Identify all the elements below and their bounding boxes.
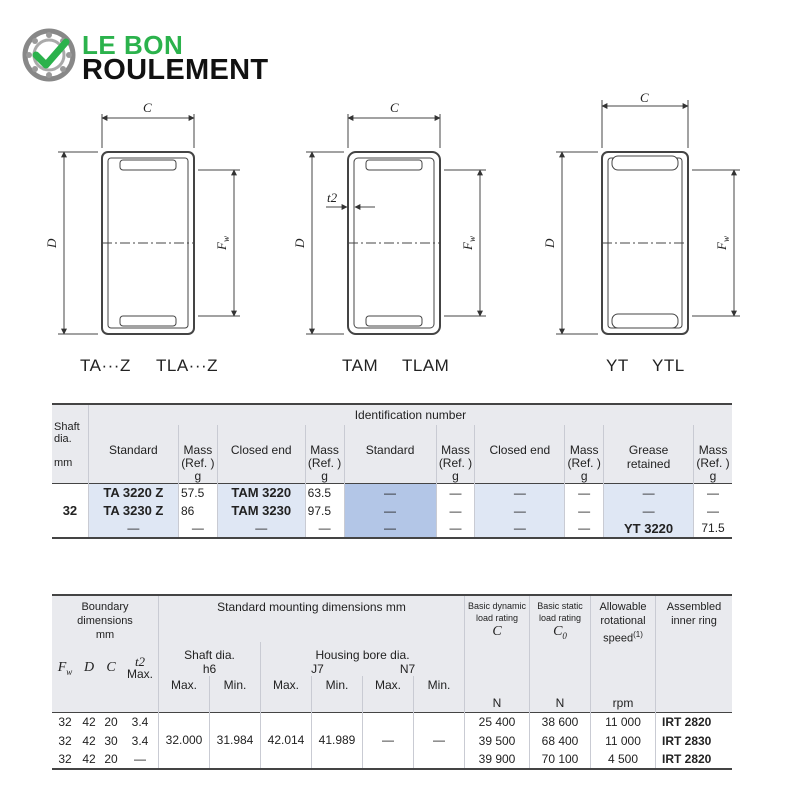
boundary-header: Boundary dimensions mm bbox=[77, 601, 133, 641]
dim-d-1: D bbox=[44, 238, 59, 248]
dimensions-table: Boundary dimensions mm Standard mounting dimensions mm Basic dynamic load rating C Basic static load rating $C_0$ Allowable rotational speed$^{(1)}$ Assembled inner ring $F_w$ D C t2 Max. Shaft dia. h6 Housing bore dia. J7 N7 Max. Min. Max. Min. Max. Min. N N rpm 32 42 20 3.4 32.000 31.984 42.014 41.989 — — 25 400 38 600 11 000 IRT 2820 32 42 30 3.4 39 500 68 400 11 000 IRT 2830 32 42 20 — 39 900 70 100 4 500 IRT 2820 bbox=[52, 594, 732, 770]
t1-r2-c5: — bbox=[436, 520, 475, 538]
unit-rpm: rpm bbox=[591, 694, 656, 712]
dim-t2: t2 bbox=[327, 190, 338, 205]
col-standard-1: Standard bbox=[88, 425, 178, 484]
j7-min: 41.989 bbox=[312, 712, 363, 769]
dim-d-2: D bbox=[292, 238, 307, 248]
dynamic-load-header: Basic dynamic load rating C bbox=[465, 595, 530, 694]
shaft-dia-header: Shaft dia. mm bbox=[54, 421, 80, 469]
t1-r1-c3: 97.5 bbox=[305, 502, 344, 520]
technical-drawings bbox=[0, 90, 800, 390]
dim-d-3: D bbox=[542, 238, 557, 248]
j7-max: 42.014 bbox=[261, 712, 312, 769]
n7-max: — bbox=[363, 712, 414, 769]
bearing-drawings bbox=[0, 90, 800, 390]
t1-r2-c9: 71.5 bbox=[694, 520, 732, 538]
t1-r1-c0: TA 3230 Z bbox=[88, 502, 178, 520]
t1-r0-c3: 63.5 bbox=[305, 484, 344, 502]
t1-r0-c7: — bbox=[565, 484, 604, 502]
col-mass-5: Mass bbox=[694, 425, 732, 457]
dim-c-1: C bbox=[143, 100, 152, 115]
brand-line1: LE BON bbox=[82, 30, 184, 60]
t1-r1-c7: — bbox=[565, 502, 604, 520]
drawing-yt bbox=[556, 100, 740, 334]
t1-r2-c4: — bbox=[344, 520, 436, 538]
dim-fw-sub-3: w bbox=[721, 236, 731, 243]
col-standard-2: Standard bbox=[344, 425, 436, 484]
shaft-value: 32 bbox=[62, 502, 78, 518]
shaft-max: 32.000 bbox=[159, 712, 210, 769]
col-closed-2: Closed end bbox=[475, 425, 565, 484]
col-fw: $F_w$ bbox=[57, 659, 73, 677]
t1-r0-c0: TA 3220 Z bbox=[88, 484, 178, 502]
caption-tla-z: TLA···Z bbox=[156, 356, 219, 375]
identification-table: Shaft dia. mm Identification number Standard Mass Closed end Mass Standard Mass Closed end Mass Grease retained Mass (Ref. ) g (Ref. ) g (Ref. ) g (Ref. ) g (Ref. ) g 32 TA 3220 Z 57.5 TAM 3220 63.5 — — — — — — TA 3230 Z 86 TAM 3230 97.5 — — — — — — — — — — — — — — YT 3220 71.5 bbox=[52, 403, 732, 539]
col-d: D bbox=[83, 660, 95, 675]
t1-r1-c4: — bbox=[344, 502, 436, 520]
unit-n-1: N bbox=[465, 694, 530, 712]
t1-r2-c1: — bbox=[178, 520, 217, 538]
unit-n-2: N bbox=[530, 694, 591, 712]
drawing-ta-z bbox=[58, 114, 240, 334]
t1-r2-c7: — bbox=[565, 520, 604, 538]
t1-r1-c8: — bbox=[604, 502, 694, 520]
dim-fw-sub-2: w bbox=[467, 236, 477, 243]
t1-r1-c5: — bbox=[436, 502, 475, 520]
t1-r2-c0: — bbox=[88, 520, 178, 538]
col-mass-3: Mass bbox=[436, 425, 475, 457]
static-load-header: Basic static load rating $C_0$ bbox=[530, 595, 591, 694]
t1-r0-c1: 57.5 bbox=[178, 484, 217, 502]
caption-tlam: TLAM bbox=[402, 356, 450, 375]
caption-ytl: YTL bbox=[652, 356, 685, 375]
dim-c-3: C bbox=[640, 90, 649, 105]
t1-r2-c3: — bbox=[305, 520, 344, 538]
svg-text:Fw bbox=[714, 236, 731, 251]
col-grease: Grease retained bbox=[604, 425, 694, 484]
inner-ring-header: Assembled inner ring bbox=[656, 595, 733, 694]
caption-ta-z: TA···Z bbox=[80, 356, 131, 375]
shaft-dia-header: Shaft dia. h6 bbox=[159, 642, 261, 676]
col-mass-1: Mass bbox=[178, 425, 217, 457]
brand-logo bbox=[22, 26, 302, 86]
t1-r1-c2: TAM 3230 bbox=[217, 502, 305, 520]
brand-line2: ROULEMENT bbox=[82, 54, 269, 86]
col-closed-1: Closed end bbox=[217, 425, 305, 484]
drawing-tam bbox=[306, 114, 486, 334]
dim-fw-sub-1: w bbox=[221, 236, 231, 243]
t1-r0-c5: — bbox=[436, 484, 475, 502]
col-t2: t2 Max. bbox=[126, 654, 153, 681]
t1-r0-c4: — bbox=[344, 484, 436, 502]
mounting-header: Standard mounting dimensions mm bbox=[159, 595, 465, 642]
speed-header: Allowable rotational speed$^{(1)}$ bbox=[591, 595, 656, 694]
dim-fw-3: F bbox=[714, 242, 729, 250]
caption-tam: TAM bbox=[342, 356, 379, 375]
t1-r2-c2: — bbox=[217, 520, 305, 538]
t1-r0-c6: — bbox=[475, 484, 565, 502]
housing-header: Housing bore dia. J7 N7 bbox=[261, 642, 465, 676]
identification-header: Identification number bbox=[88, 404, 732, 425]
t1-r2-c8: YT 3220 bbox=[604, 520, 694, 538]
caption-yt: YT bbox=[606, 356, 629, 375]
svg-text:Fw bbox=[460, 236, 477, 251]
shaft-min: 31.984 bbox=[210, 712, 261, 769]
t1-r0-c8: — bbox=[604, 484, 694, 502]
col-mass-4: Mass bbox=[565, 425, 604, 457]
t1-r1-c6: — bbox=[475, 502, 565, 520]
dim-fw-1: F bbox=[214, 242, 229, 250]
dim-c-2: C bbox=[390, 100, 399, 115]
col-mass-2: Mass bbox=[305, 425, 344, 457]
t1-r1-c9: — bbox=[694, 502, 732, 520]
col-c: C bbox=[106, 660, 116, 675]
t1-r1-c1: 86 bbox=[178, 502, 217, 520]
t1-r0-c2: TAM 3220 bbox=[217, 484, 305, 502]
t1-r2-c6: — bbox=[475, 520, 565, 538]
svg-text:Fw bbox=[214, 236, 231, 251]
t1-r0-c9: — bbox=[694, 484, 732, 502]
bearing-logo-icon bbox=[22, 28, 76, 82]
dim-fw-2: F bbox=[460, 242, 475, 250]
n7-min: — bbox=[414, 712, 465, 769]
